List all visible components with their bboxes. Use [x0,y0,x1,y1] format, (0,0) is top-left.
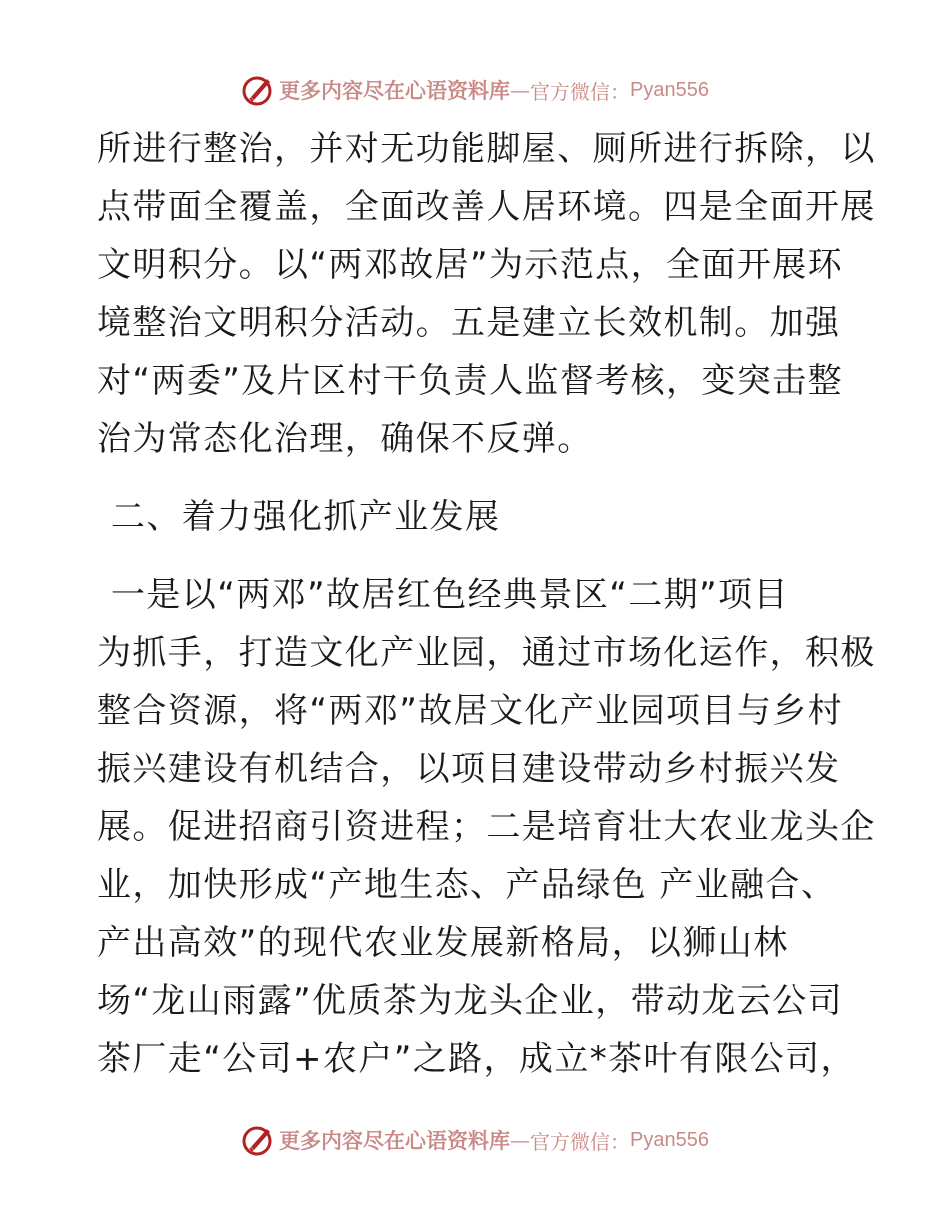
text-line: 点带面全覆盖，全面改善人居环境。四是全面开展 [97,187,876,227]
section-heading: 二、着力强化抓产业发展 [111,497,501,537]
text-line: 业，加快形成“产地生态、产品绿色 产业融合、 [97,865,837,905]
watermark-separator: — [510,78,531,102]
text-line: 文明积分。以“两邓故居”为示范点，全面开展环 [97,245,844,285]
text-line: 振兴建设有机结合，以项目建设带动乡村振兴发 [97,749,841,789]
text-line: 一是以“两邓”故居红色经典景区“二期”项目 [111,575,789,615]
watermark-wechat-id: Pyan556 [630,78,709,101]
watermark-official-label: 官方微信： [530,1129,631,1154]
document-body [97,120,876,1088]
quill-pen-circle-icon [241,1123,275,1157]
text-line: 对“两委”及片区村干负责人监督考核，变突击整 [97,361,844,401]
text-line: 产出高效”的现代农业发展新格局，以狮山林 [97,923,789,963]
quill-pen-circle-icon [241,73,275,107]
paragraph-2 [97,566,876,1088]
watermark-official-label: 官方微信： [530,79,631,104]
text-line: 境整治文明积分活动。五是建立长效机制。加强 [97,303,841,343]
text-line: 所进行整治，并对无功能脚屋、厕所进行拆除，以 [97,129,876,169]
header-watermark [0,70,950,110]
watermark-title: 更多内容尽在心语资料库 [279,1128,511,1153]
text-line: 治为常态化治理，确保不反弹。 [97,419,593,459]
text-line: 茶厂走“公司+农户”之路，成立*茶叶有限公司， [97,1039,856,1079]
text-line: 展。促进招商引资进程；二是培育壮大农业龙头企 [97,807,876,847]
text-line: 为抓手，打造文化产业园，通过市场化运作，积极 [97,633,876,673]
footer-watermark [0,1120,950,1160]
text-line: 场“龙山雨露”优质茶为龙头企业，带动龙云公司 [97,981,844,1021]
watermark-wechat-id: Pyan556 [630,1128,709,1151]
paragraph-1 [97,120,876,468]
watermark-title: 更多内容尽在心语资料库 [279,78,511,103]
watermark-separator: — [510,1128,531,1152]
text-line: 整合资源，将“两邓”故居文化产业园项目与乡村 [97,691,844,731]
